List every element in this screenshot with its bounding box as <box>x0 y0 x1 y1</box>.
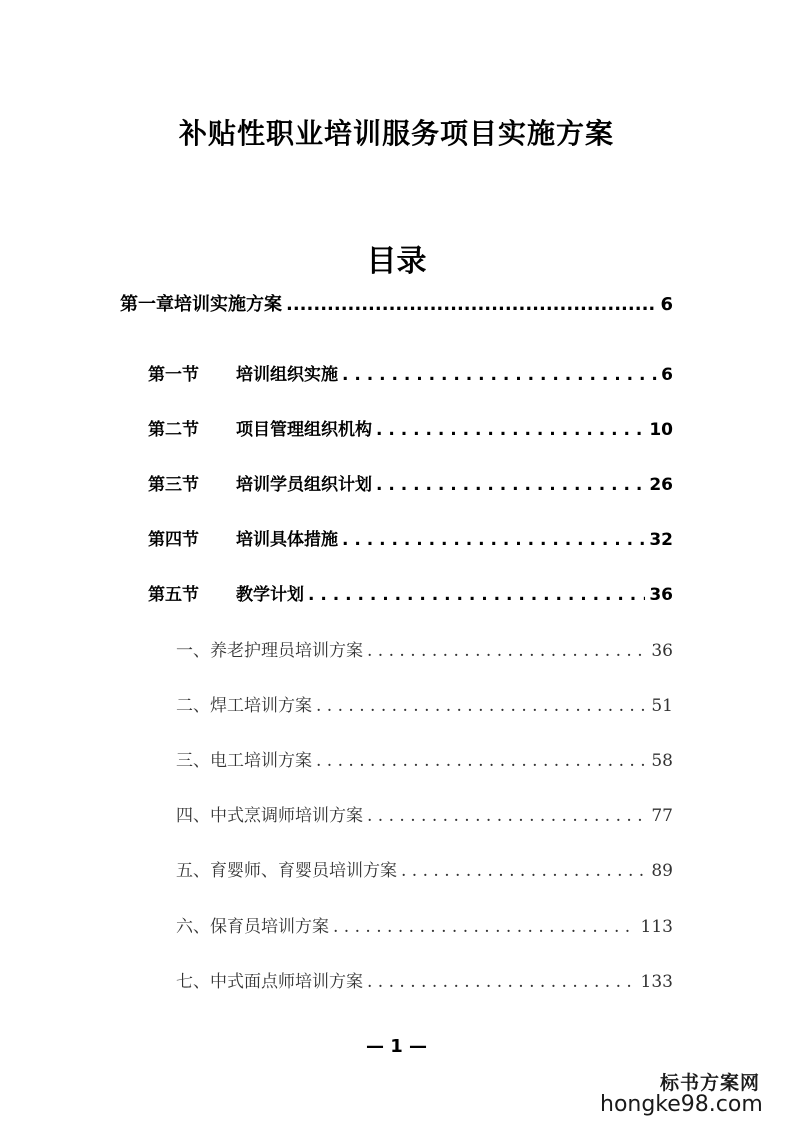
toc-section-entry[interactable] <box>148 580 673 605</box>
toc-leader-dots <box>376 475 645 495</box>
toc-leader-dots <box>333 917 637 937</box>
toc-leader-dots <box>367 972 637 992</box>
toc-entry-label: 项目管理组织机构 <box>236 420 372 440</box>
toc-entry-page: 77 <box>651 806 673 826</box>
toc-leader-dots <box>342 365 657 385</box>
toc-subsection-entry[interactable] <box>176 636 673 661</box>
toc-subsection-entry[interactable] <box>176 912 673 937</box>
toc-entry-label: 培训学员组织计划 <box>236 475 372 495</box>
toc-entry-label: 二、焊工培训方案 <box>176 696 312 716</box>
toc-leader-dots <box>316 696 647 716</box>
toc-entry-page: 10 <box>649 420 673 440</box>
toc-entry-label: 教学计划 <box>236 585 304 605</box>
toc-entry-label: 第一章培训实施方案 <box>120 294 282 315</box>
toc-section-entry[interactable] <box>148 470 673 495</box>
toc-entry-page: 113 <box>640 917 673 937</box>
watermark-brand: 标书方案网 <box>660 1072 761 1094</box>
toc-leader-dots <box>308 585 645 605</box>
toc-leader-dots <box>367 806 647 826</box>
toc-subsection-entry[interactable] <box>176 746 673 771</box>
document-title: 补贴性职业培训服务项目实施方案 <box>178 117 614 150</box>
toc-leader-dots <box>376 420 645 440</box>
toc-leader-dots <box>316 751 647 771</box>
toc-entry-label: 五、育婴师、育婴员培训方案 <box>176 861 397 881</box>
toc-subsection-entry[interactable] <box>176 856 673 881</box>
toc-entry-page: 133 <box>640 972 673 992</box>
toc-entry-page: 36 <box>651 641 673 661</box>
toc-section-number: 第五节 <box>148 585 199 605</box>
toc-entry-label: 一、养老护理员培训方案 <box>176 641 363 661</box>
page-number: — 1 — <box>365 1036 428 1057</box>
toc-leader-dots <box>286 294 656 315</box>
toc-section-number: 第四节 <box>148 530 199 550</box>
toc-section-entry[interactable] <box>148 525 673 550</box>
toc-entry-label: 四、中式烹调师培训方案 <box>176 806 363 826</box>
toc-entry-label: 培训组织实施 <box>236 365 338 385</box>
toc-entry-label: 培训具体措施 <box>236 530 338 550</box>
toc-entry-page: 36 <box>649 585 673 605</box>
toc-section-number: 第二节 <box>148 420 199 440</box>
toc-entry-page: 6 <box>660 294 673 315</box>
toc-entry-page: 32 <box>649 530 673 550</box>
toc-entry-page: 51 <box>651 696 673 716</box>
toc-entry-page: 58 <box>651 751 673 771</box>
toc-section-entry[interactable] <box>148 360 673 385</box>
toc-section-number: 第三节 <box>148 475 199 495</box>
toc-leader-dots <box>401 861 647 881</box>
toc-subsection-entry[interactable] <box>176 967 673 992</box>
toc-subsection-entry[interactable] <box>176 691 673 716</box>
toc-chapter-entry[interactable] <box>120 290 673 316</box>
watermark-url: hongke98.com <box>600 1092 763 1117</box>
toc-heading: 目录 <box>366 244 427 279</box>
toc-section-number: 第一节 <box>148 365 199 385</box>
toc-leader-dots <box>342 530 645 550</box>
toc-section-entry[interactable] <box>148 415 673 440</box>
toc-entry-page: 26 <box>649 475 673 495</box>
toc-leader-dots <box>367 641 647 661</box>
toc-subsection-entry[interactable] <box>176 801 673 826</box>
toc-entry-page: 89 <box>651 861 673 881</box>
toc-entry-label: 六、保育员培训方案 <box>176 917 329 937</box>
toc-entry-page: 6 <box>661 365 673 385</box>
toc-entry-label: 三、电工培训方案 <box>176 751 312 771</box>
toc-entry-label: 七、中式面点师培训方案 <box>176 972 363 992</box>
